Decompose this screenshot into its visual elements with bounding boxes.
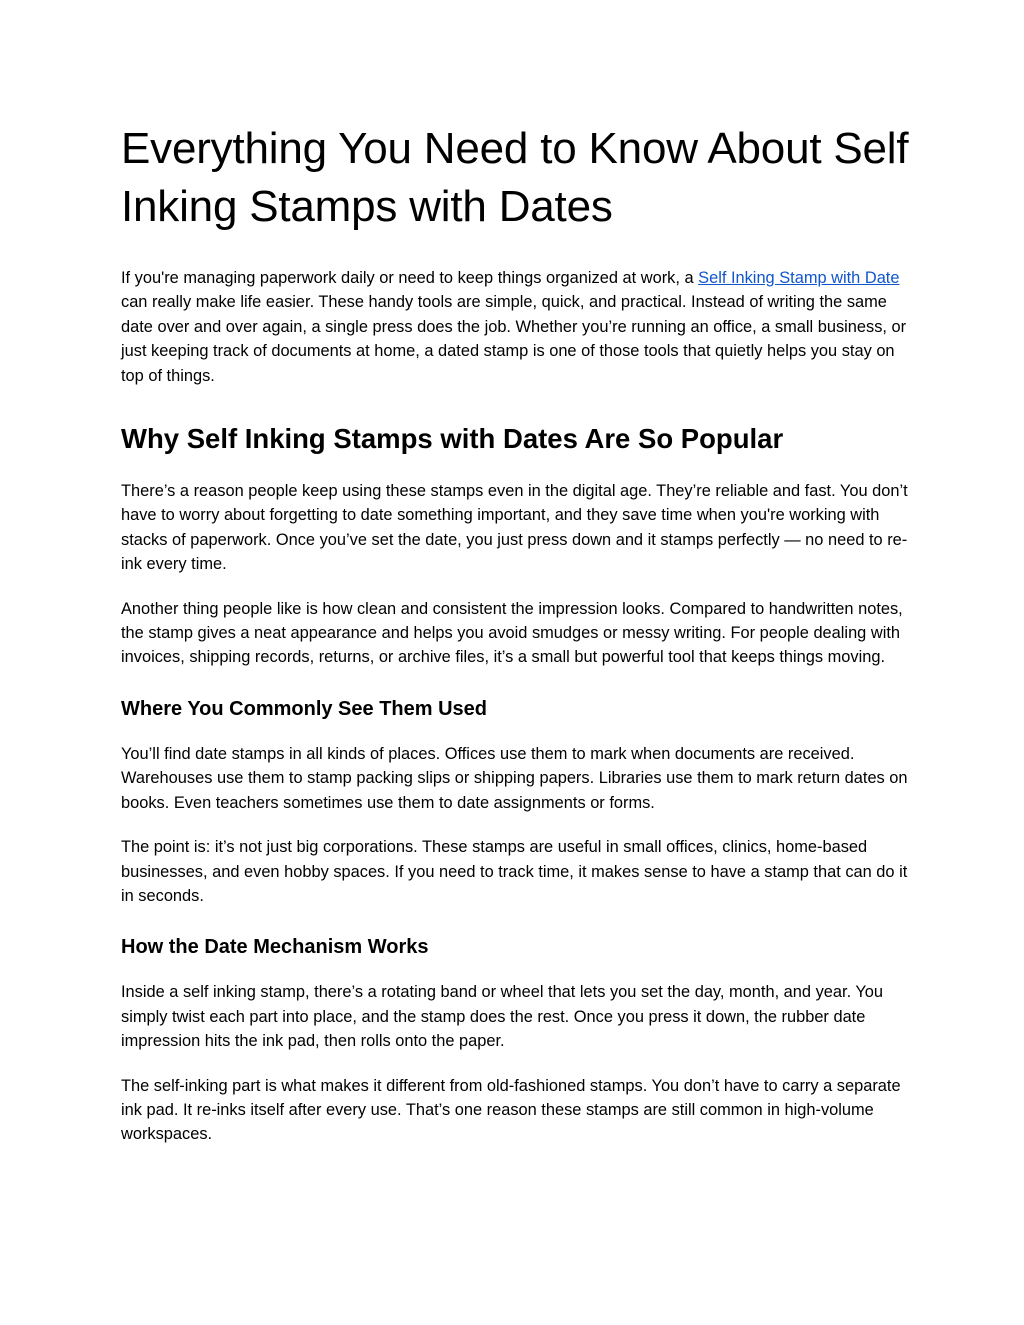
intro-text-after-link: can really make life easier. These handy tools are simple, quick, and practical. Instead of writing the same date over and over again, a single press does the job. Whether you’re running an office, a small business, or just keeping track of documents at home, a dated stamp is one of those tools that quietly helps you stay on top of things. [121, 293, 907, 385]
self-inking-stamp-link[interactable]: Self Inking Stamp with Date [698, 269, 900, 287]
used-paragraph-2: The point is: it’s not just big corporations. These stamps are useful in small offices, clinics, home-based businesses, and even hobby spaces. If you need to track time, it makes sense to have a stamp that can do it in seconds. [121, 838, 908, 905]
section-heading-popular: Why Self Inking Stamps with Dates Are So Popular [121, 423, 784, 455]
used-paragraph-1: You’ll find date stamps in all kinds of places. Offices use them to mark when documents are received. Warehouses use them to stamp packing slips or shipping papers. Libraries use them to mark return dates on books. Even teachers sometimes use them to date assignments or forms. [121, 744, 908, 812]
intro-text-before-link: If you're managing paperwork daily or need to keep things organized at work, a [121, 269, 699, 287]
mechanism-paragraph-2: The self-inking part is what makes it different from old-fashioned stamps. You don’t have to carry a separate ink pad. It re-inks itself after every use. That’s one reason these stamps are still common in high-volume workspaces. [121, 1076, 901, 1144]
section-heading-used: Where You Commonly See Them Used [121, 697, 488, 720]
popular-paragraph-2: Another thing people like is how clean and consistent the impression looks. Compared to handwritten notes, the stamp gives a neat appearance and helps you avoid smudges or messy writing. For people dealing with invoices, shipping records, returns, or archive files, it’s a small but powerful tool that keeps things moving. [121, 599, 903, 667]
document-page [121, 120, 911, 1147]
popular-paragraph-1: There’s a reason people keep using these stamps even in the digital age. They’re reliable and fast. You don’t have to worry about forgetting to date something important, and they save time when you're working with stacks of paperwork. Once you’ve set the date, you just press down and it stamps perfectly — no need to re-ink every time. [121, 482, 908, 574]
intro-paragraph [121, 266, 911, 388]
mechanism-paragraph-1: Inside a self inking stamp, there’s a rotating band or wheel that lets you set the day, month, and year. You simply twist each part into place, and the stamp does the rest. Once you press it down, the rubber date impression hits the ink pad, then rolls onto the paper. [121, 983, 884, 1051]
section-heading-mechanism: How the Date Mechanism Works [121, 936, 429, 959]
page-title: Everything You Need to Know About Self Inking Stamps with Dates [121, 124, 909, 231]
